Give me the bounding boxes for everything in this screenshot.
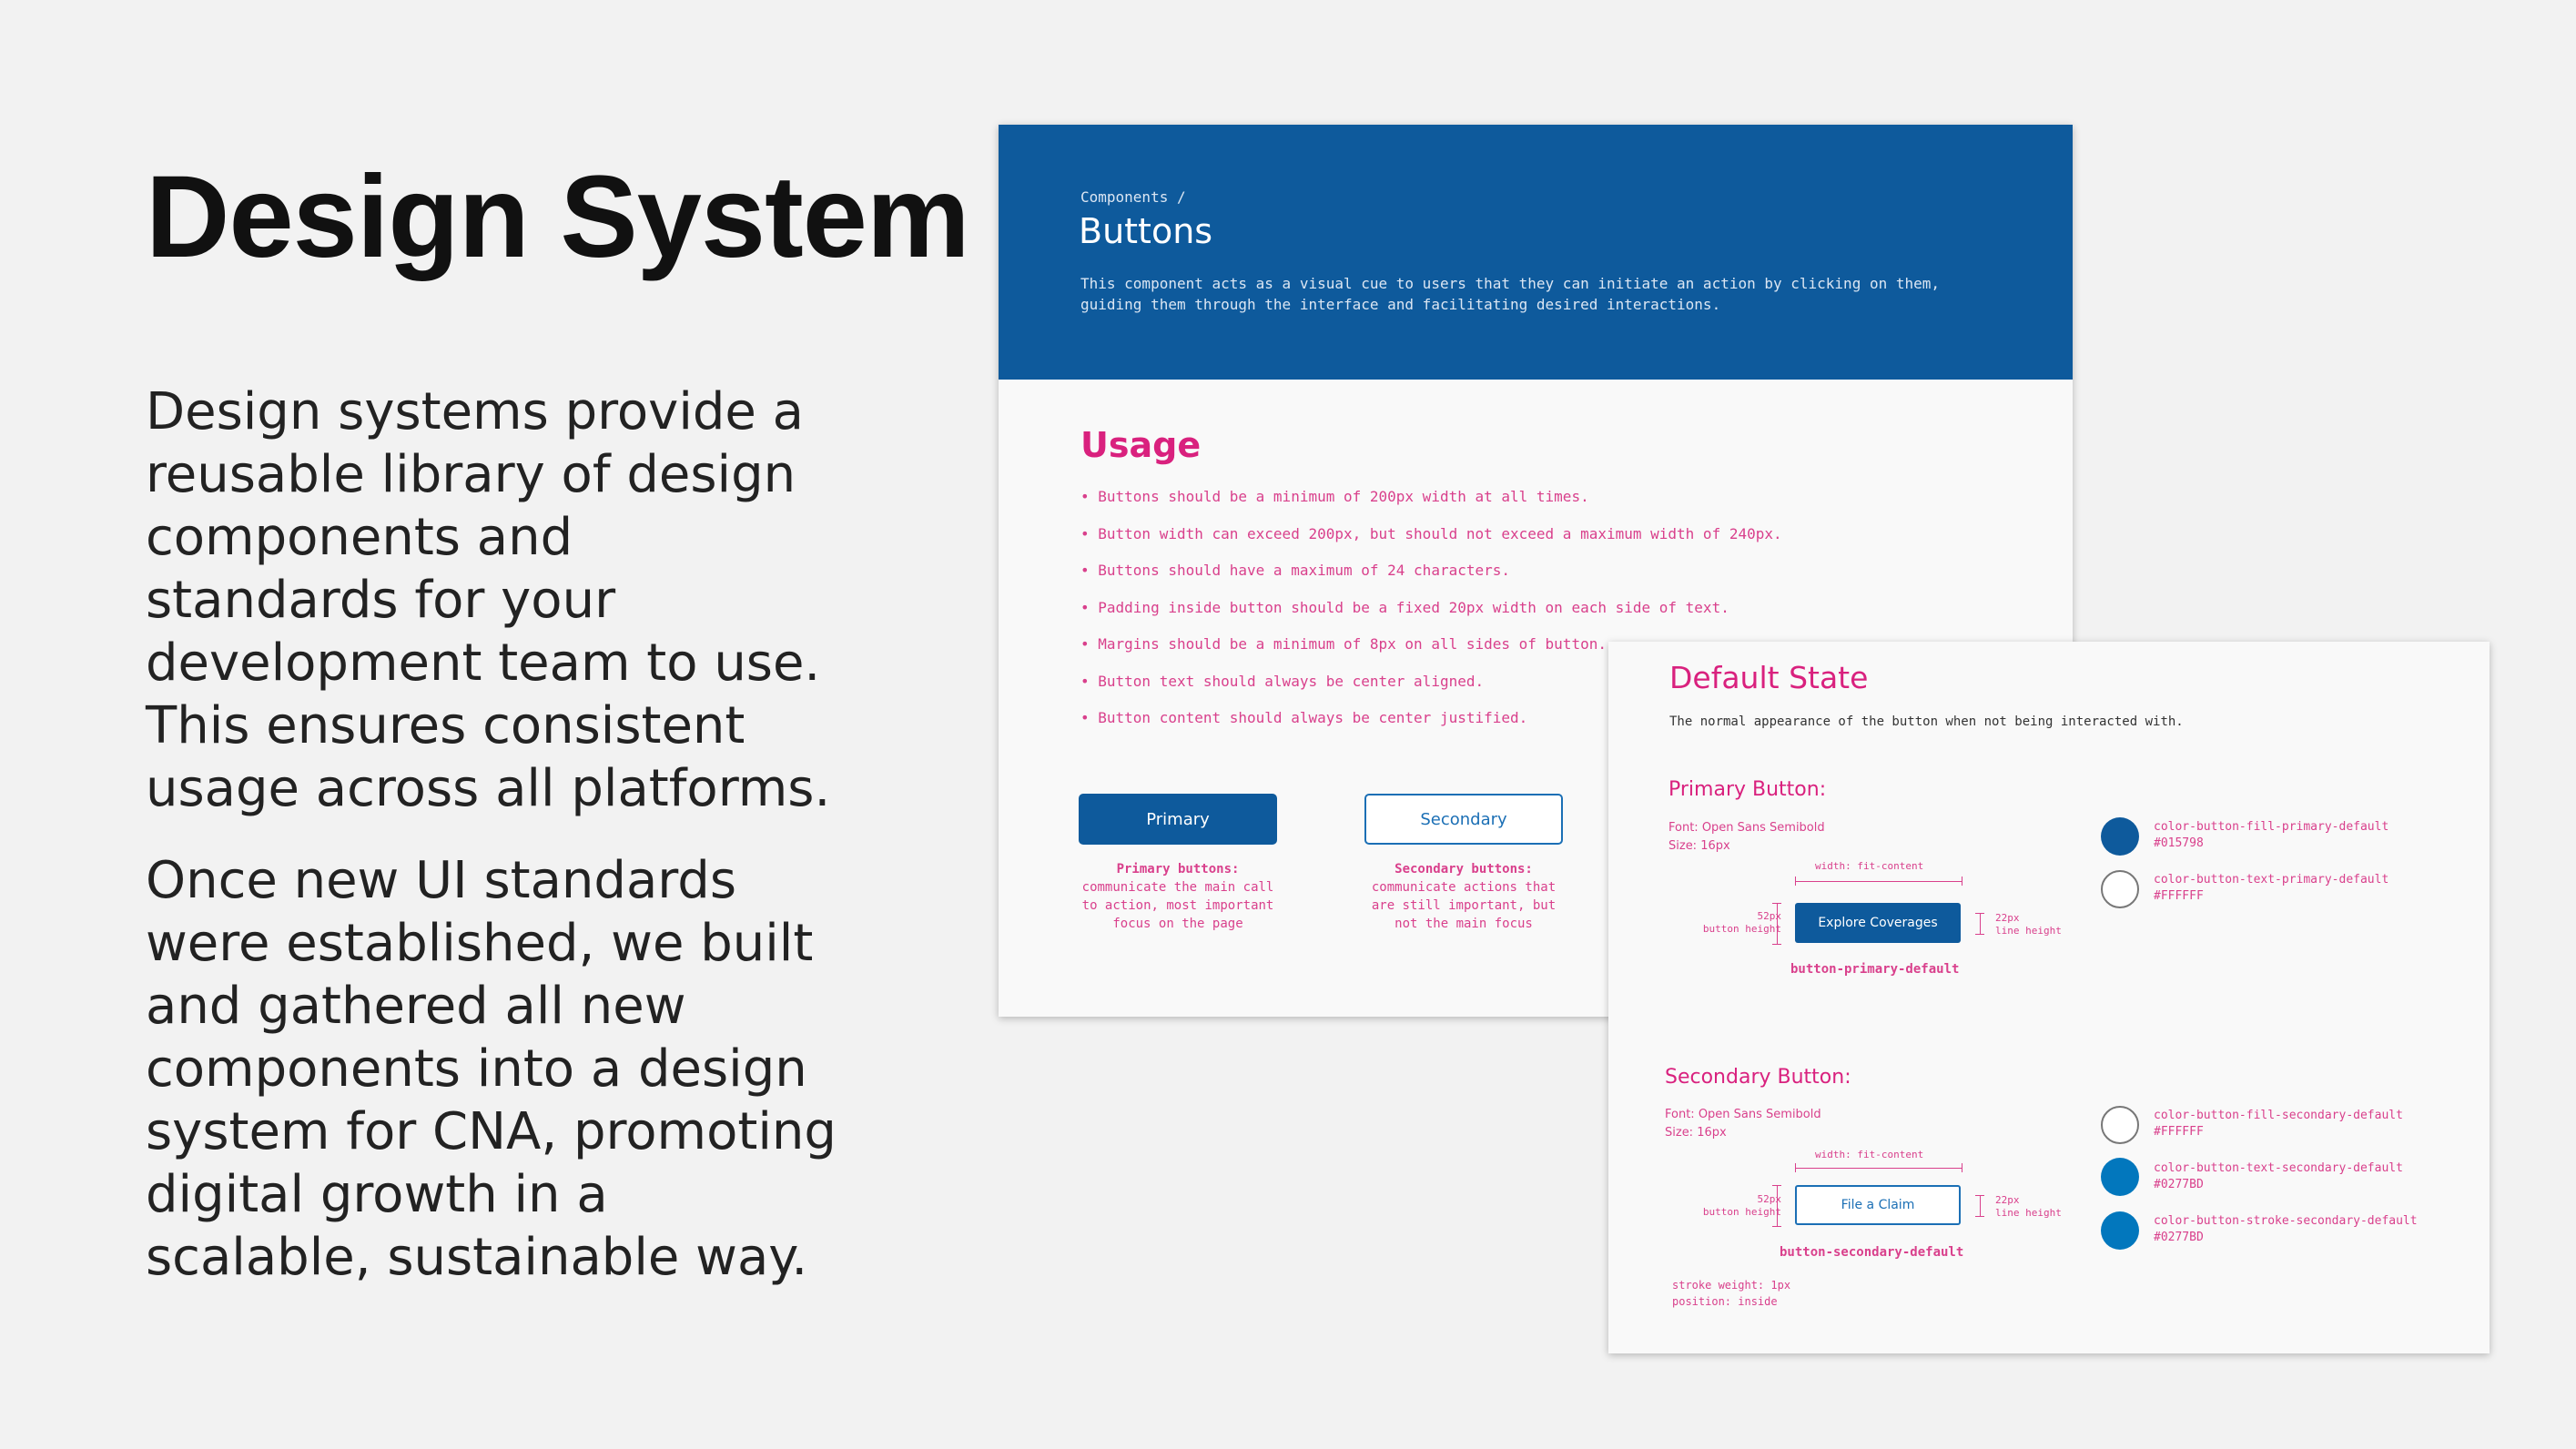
swatch-name: color-button-stroke-secondary-default <box>2154 1214 2418 1228</box>
secondary-width-note: width: fit-content <box>1815 1149 1924 1160</box>
primary-line-text: line height <box>1995 925 2062 937</box>
secondary-width-marker <box>1795 1163 1962 1172</box>
swatch-hex: #FFFFFF <box>2154 1125 2204 1139</box>
swatch-hex: #0277BD <box>2154 1231 2204 1244</box>
swatch-name: color-button-fill-secondary-default <box>2154 1109 2403 1122</box>
primary-token-name: button-primary-default <box>1790 962 1960 977</box>
secondary-caption-title: Secondary buttons: <box>1394 862 1533 876</box>
usage-heading: Usage <box>1080 425 1202 465</box>
default-state-card <box>1608 642 2490 1353</box>
secondary-text-swatch-label <box>2154 1160 2403 1193</box>
primary-font-info <box>1668 819 1825 856</box>
secondary-font-info <box>1665 1106 1821 1142</box>
secondary-height-value: 52px <box>1757 1193 1781 1205</box>
secondary-line-height-label <box>1995 1194 2062 1220</box>
default-state-title: Default State <box>1669 660 1869 695</box>
secondary-height-label <box>1672 1193 1781 1219</box>
buttons-doc-title: Buttons <box>1079 211 1213 251</box>
stroke-weight: stroke weight: 1px <box>1672 1279 1791 1292</box>
swatch-hex: #FFFFFF <box>2154 889 2204 903</box>
usage-item: • Margins should be a minimum of 8px on all sides of button. <box>1080 633 1718 671</box>
secondary-button-sample[interactable]: Secondary <box>1364 794 1563 845</box>
swatch-name: color-button-text-secondary-default <box>2154 1161 2403 1175</box>
stroke-info <box>1672 1277 1790 1310</box>
primary-font-size: Size: 16px <box>1668 839 1730 853</box>
primary-caption-title: Primary buttons: <box>1116 862 1240 876</box>
primary-text-swatch-label <box>2154 872 2388 905</box>
usage-item: • Buttons should be a minimum of 200px width at all times. <box>1080 486 1718 523</box>
secondary-font-name: Font: Open Sans Semibold <box>1665 1108 1821 1121</box>
secondary-text-swatch <box>2101 1158 2139 1196</box>
primary-text-swatch <box>2101 870 2139 908</box>
swatch-hex: #0277BD <box>2154 1178 2204 1191</box>
secondary-line-value: 22px <box>1995 1194 2020 1206</box>
stroke-position: position: inside <box>1672 1295 1778 1308</box>
primary-line-height-label <box>1995 912 2062 937</box>
primary-height-value: 52px <box>1757 910 1781 922</box>
breadcrumb: Components / <box>1080 188 1186 206</box>
secondary-fill-swatch-label <box>2154 1108 2403 1140</box>
secondary-button-heading: Secondary Button: <box>1665 1066 1851 1089</box>
secondary-token-name: button-secondary-default <box>1780 1245 1964 1260</box>
primary-width-note: width: fit-content <box>1815 860 1924 872</box>
buttons-doc-header <box>999 125 2073 380</box>
primary-button-caption <box>1079 860 1277 933</box>
primary-button-heading: Primary Button: <box>1668 778 1827 801</box>
secondary-stroke-swatch <box>2101 1211 2139 1250</box>
primary-height-marker <box>1772 903 1781 945</box>
primary-fill-swatch-label <box>2154 819 2388 852</box>
usage-item: • Buttons should have a maximum of 24 characters. <box>1080 560 1718 597</box>
usage-item: • Button text should always be center aligned. <box>1080 671 1718 708</box>
secondary-caption-text: communicate actions that are still important, but not the main focus <box>1371 880 1557 931</box>
secondary-button-caption <box>1364 860 1563 933</box>
file-a-claim-button[interactable]: File a Claim <box>1795 1185 1961 1225</box>
primary-line-height-marker <box>1975 913 1984 935</box>
secondary-fill-swatch <box>2101 1106 2139 1144</box>
primary-font-name: Font: Open Sans Semibold <box>1668 821 1825 835</box>
primary-height-text: button height <box>1702 923 1781 935</box>
secondary-height-text: button height <box>1702 1206 1781 1218</box>
secondary-line-height-marker <box>1975 1195 1984 1217</box>
primary-caption-text: communicate the main call to action, most important focus on the page <box>1081 880 1274 931</box>
secondary-stroke-swatch-label <box>2154 1213 2418 1246</box>
primary-fill-swatch <box>2101 817 2139 856</box>
primary-button-sample[interactable]: Primary <box>1079 794 1277 845</box>
secondary-height-marker <box>1772 1185 1781 1227</box>
swatch-name: color-button-fill-primary-default <box>2154 820 2389 834</box>
swatch-hex: #015798 <box>2154 836 2204 850</box>
usage-item: • Button content should always be center justified. <box>1080 707 1718 745</box>
primary-line-value: 22px <box>1995 912 2020 924</box>
secondary-font-size: Size: 16px <box>1665 1126 1727 1140</box>
secondary-line-text: line height <box>1995 1207 2062 1219</box>
default-state-description: The normal appearance of the button when not being interacted with. <box>1669 714 2184 729</box>
usage-item: • Padding inside button should be a fixed 20px width on each side of text. <box>1080 597 1718 634</box>
primary-height-label <box>1672 910 1781 936</box>
outcome-paragraph: Once new UI standards were established, we built and gathered all new components into a design system for CNA, promoting digital growth in a scalable, sustainable way. <box>146 851 837 1287</box>
intro-paragraph: Design systems provide a reusable library of design components and standards for your development team to use. This ensures consistent usage across all platforms. <box>146 382 831 818</box>
explore-coverages-button[interactable]: Explore Coverages <box>1795 903 1961 943</box>
primary-width-marker <box>1795 876 1962 886</box>
usage-item: • Button width can exceed 200px, but should not exceed a maximum width of 240px. <box>1080 523 1718 561</box>
buttons-doc-description: This component acts as a visual cue to users that they can initiate an action by clicking on them, guiding them through the interface and facilitating desired interactions. <box>1080 275 1941 313</box>
slide-title: Design System <box>146 152 969 282</box>
swatch-name: color-button-text-primary-default <box>2154 873 2389 887</box>
